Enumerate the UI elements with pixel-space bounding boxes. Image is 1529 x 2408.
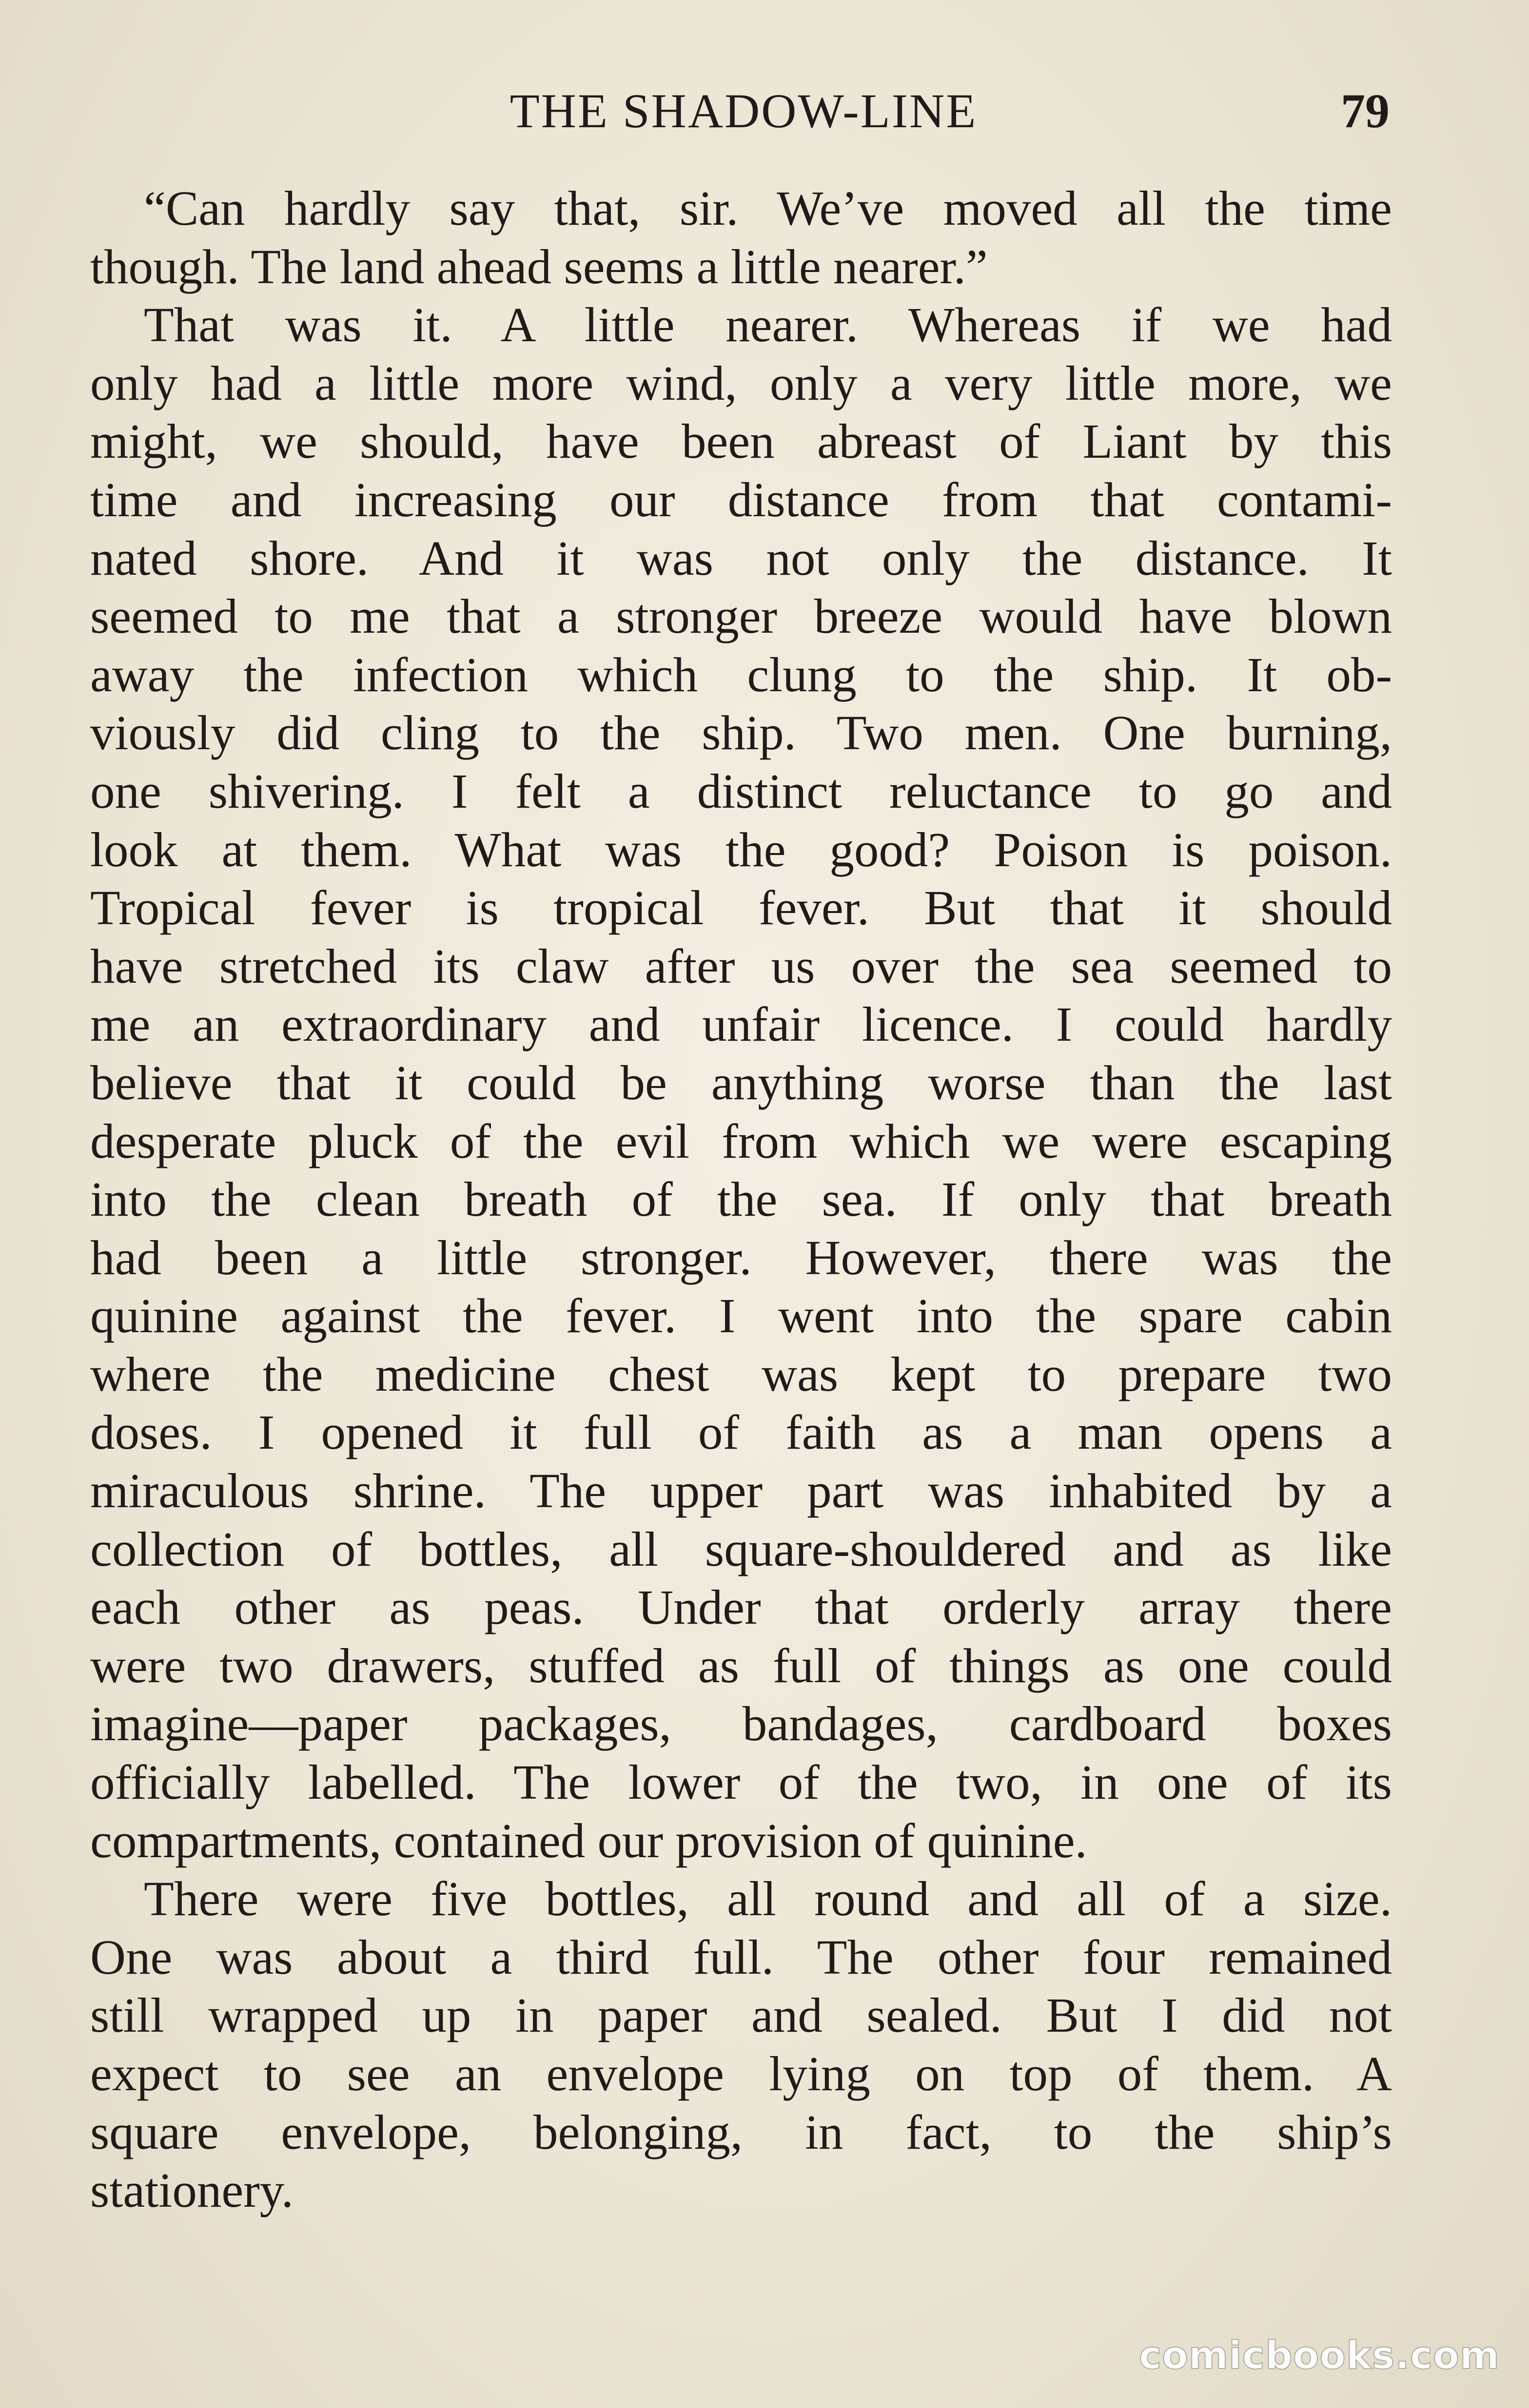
text-line: look at them. What was the good? Poison is poison. [90, 822, 1392, 877]
text-line: doses. I opened it full of faith as a man opens a [90, 1405, 1392, 1460]
text-line: where the medicine chest was kept to prepare two [90, 1346, 1392, 1401]
text-line: only had a little more wind, only a very little more, we [90, 355, 1392, 410]
text-line: officially labelled. The lower of the two, in one of its [90, 1755, 1392, 1810]
text-line: away the infection which clung to the ship. It ob- [90, 647, 1392, 702]
text-line: though. The land ahead seems a little nearer.” [90, 239, 988, 294]
text-line: were two drawers, stuffed as full of things as one could [90, 1638, 1392, 1693]
text-line: me an extraordinary and unfair licence. I could hardly [90, 997, 1392, 1052]
text-line: “Can hardly say that, sir. We’ve moved all the time [144, 181, 1392, 235]
page-number: 79 [1341, 84, 1390, 138]
text-line: stationery. [90, 2163, 294, 2218]
text-line: square envelope, belonging, in fact, to the ship’s [90, 2104, 1392, 2159]
text-line: viously did cling to the ship. Two men. One burning, [90, 705, 1392, 760]
text-line: desperate pluck of the evil from which we were escaping [90, 1113, 1392, 1168]
text-line: There were five bottles, all round and all of a size. [144, 1871, 1392, 1926]
text-line: time and increasing our distance from that contami- [90, 472, 1392, 527]
text-line: into the clean breath of the sea. If only that breath [90, 1172, 1392, 1227]
text-line: One was about a third full. The other four remained [90, 1929, 1392, 1984]
text-line: have stretched its claw after us over the sea seemed to [90, 938, 1392, 993]
running-title: THE SHADOW-LINE [510, 84, 978, 138]
text-line: quinine against the fever. I went into the spare cabin [90, 1288, 1392, 1343]
text-line: one shivering. I felt a distinct reluctance to go and [90, 763, 1392, 818]
text-line: Tropical fever is tropical fever. But that it should [90, 880, 1392, 935]
text-line: imagine—paper packages, bandages, cardboard boxes [90, 1696, 1392, 1751]
watermark: comicbooks.com [1138, 2334, 1500, 2378]
text-line: each other as peas. Under that orderly array there [90, 1580, 1392, 1635]
text-line: believe that it could be anything worse than the last [90, 1055, 1392, 1110]
running-head [93, 82, 1394, 140]
text-line: had been a little stronger. However, there was the [90, 1230, 1392, 1285]
text-line: That was it. A little nearer. Whereas if we had [144, 297, 1392, 352]
body-text [90, 179, 1392, 2220]
text-line: expect to see an envelope lying on top of them. A [90, 2046, 1392, 2101]
text-line: miraculous shrine. The upper part was inhabited by a [90, 1463, 1392, 1518]
text-line: still wrapped up in paper and sealed. But I did not [90, 1988, 1392, 2043]
text-line: collection of bottles, all square-shouldered and as like [90, 1521, 1392, 1576]
text-line: compartments, contained our provision of quinine. [90, 1813, 1087, 1868]
text-line: might, we should, have been abreast of Liant by this [90, 414, 1392, 469]
text-line: seemed to me that a stronger breeze would have blown [90, 589, 1392, 644]
text-line: nated shore. And it was not only the distance. It [90, 530, 1392, 585]
